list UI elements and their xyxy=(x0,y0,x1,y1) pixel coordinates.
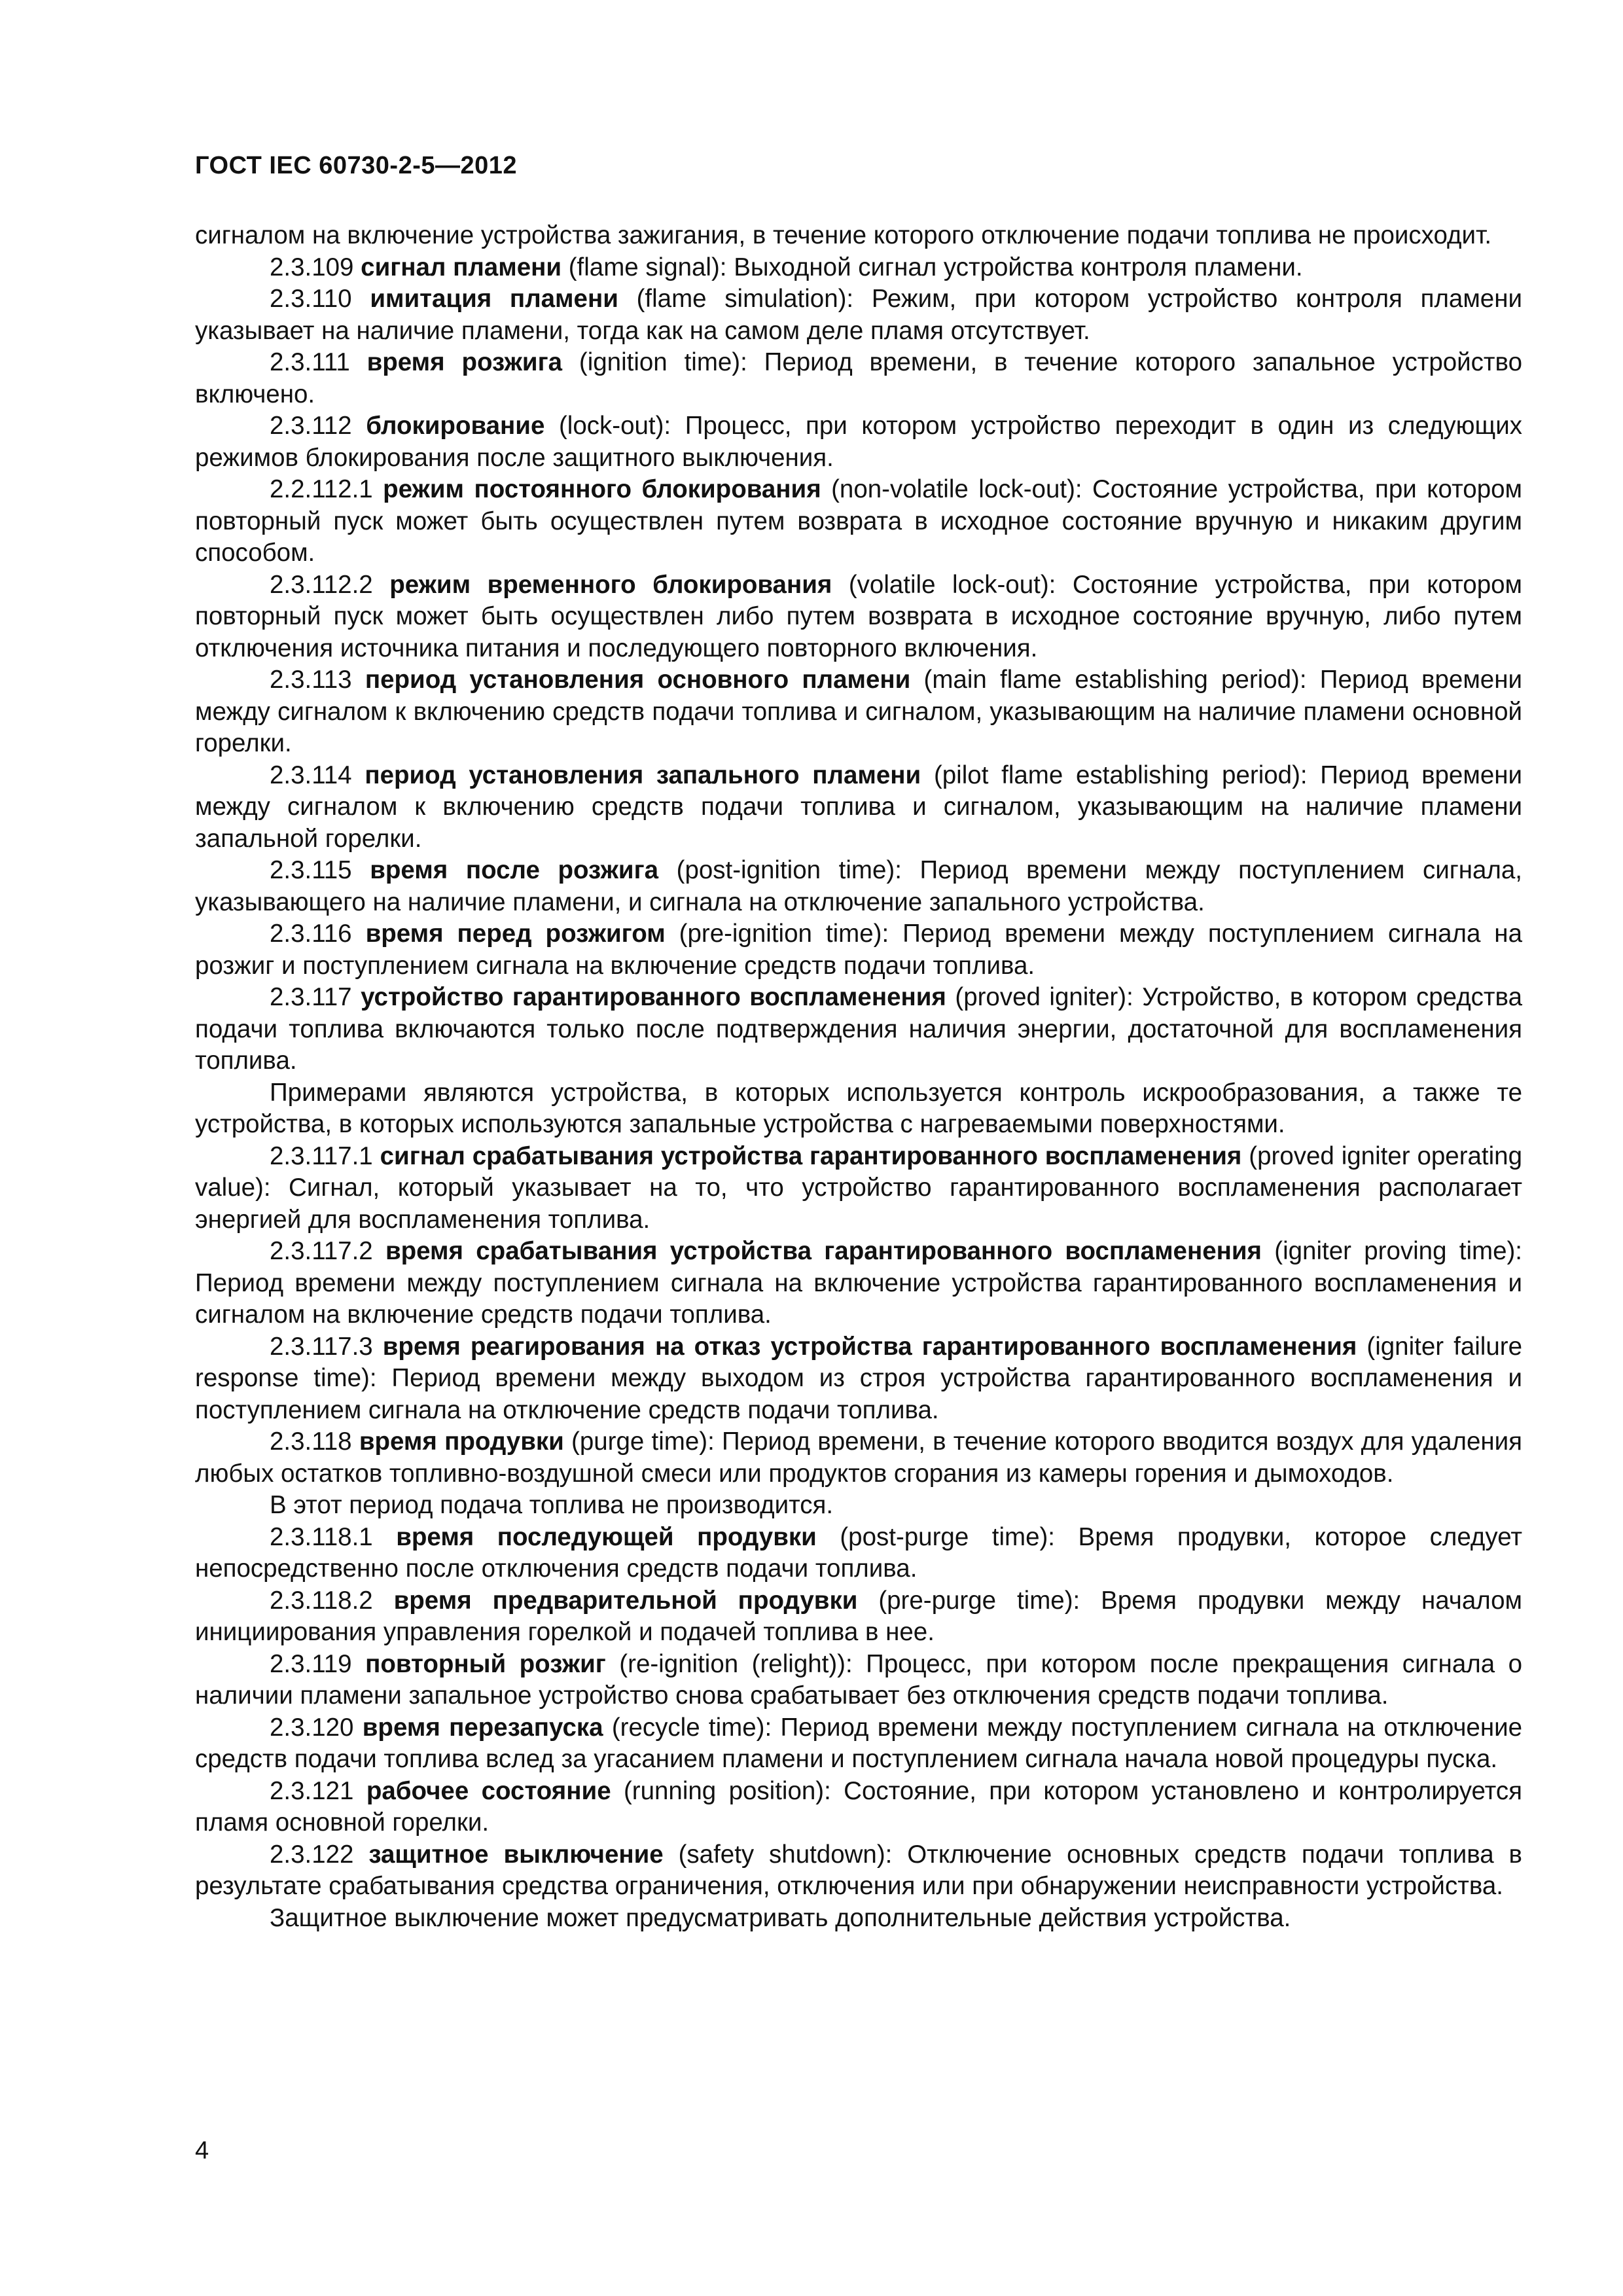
term: время перед розжигом xyxy=(365,920,666,948)
definition-2-3-113 xyxy=(195,664,1522,760)
paragraph-text: В этот период подача топлива не производится. xyxy=(270,1491,834,1519)
definition-text: (igniter failure response time): Период времени между выходом из строя устройства гарантированного воспламенения и поступлением сигнала на отключение средств подачи топлива. xyxy=(195,1332,1522,1424)
term: время реагирования на отказ устройства гарантированного воспламенения xyxy=(382,1332,1357,1361)
term: сигнал срабатывания устройства гарантированного воспламенения xyxy=(380,1141,1242,1170)
definition-text: (running position): Состояние, при котором установлено и контролируется пламя основной горелки. xyxy=(195,1776,1522,1837)
term: время розжига xyxy=(366,348,563,376)
clause-number: 2.3.121 xyxy=(270,1776,366,1805)
definition-2-3-120 xyxy=(195,1712,1522,1776)
clause-number: 2.3.117.1 xyxy=(270,1141,380,1170)
clause-number: 2.2.112.1 xyxy=(270,475,383,503)
clause-number: 2.3.118 xyxy=(270,1427,359,1456)
page-number: 4 xyxy=(195,2137,209,2164)
clause-number: 2.3.112 xyxy=(270,412,366,440)
definition-2-3-111 xyxy=(195,347,1522,410)
clause-number: 2.3.113 xyxy=(270,666,365,694)
definition-text: (proved igniter): Устройство, в котором средства подачи топлива включаются только после подтверждения наличия энергии, достаточной для воспламенения топлива. xyxy=(195,983,1522,1075)
definition-text: (volatile lock-out): Состояние устройства, при котором повторный пуск может быть осуществлен либо путем возврата в исходное состояние вручную, либо путем отключения источника питания и последующего повторного включения. xyxy=(195,570,1523,662)
term: устройство гарантированного воспламенения xyxy=(361,983,946,1011)
clause-number: 2.3.117.3 xyxy=(270,1332,383,1361)
definition-2-3-115 xyxy=(195,855,1522,918)
definition-2-3-118-2 xyxy=(195,1585,1522,1649)
term: время предварительной продувки xyxy=(393,1586,858,1615)
definition-text: (purge time): Период времени, в течение которого вводится воздух для удаления любых остатков топливно-воздушной смеси или продуктов сгорания из камеры горения и дымоходов. xyxy=(195,1427,1522,1488)
definition-2-3-117-2 xyxy=(195,1236,1522,1331)
term: время продувки xyxy=(359,1427,564,1456)
term: сигнал пламени xyxy=(361,253,562,281)
document-body xyxy=(195,220,1522,1934)
term: время срабатывания устройства гарантированного воспламенения xyxy=(385,1237,1262,1265)
paragraph-text: Примерами являются устройства, в которых используется контроль искрообразования, а также те устройства, в которых используются запальные устройства с нагреваемыми поверхностями. xyxy=(195,1078,1522,1138)
term: время перезапуска xyxy=(362,1713,603,1742)
clause-number: 2.3.117 xyxy=(270,983,361,1011)
definition-2-3-119 xyxy=(195,1649,1522,1712)
definition-text: (flame simulation): Режим, при котором устройство контроля пламени указывает на наличие пламени, тогда как на самом деле пламя отсутствует. xyxy=(195,285,1522,345)
definition-2-3-117-1 xyxy=(195,1141,1522,1236)
term: повторный розжиг xyxy=(365,1649,606,1678)
clause-number: 2.3.115 xyxy=(270,856,370,884)
definition-text: (pre-purge time): Время продувки между началом инициирования управления горелкой и подачей топлива в нее. xyxy=(195,1586,1523,1646)
definition-text: (lock-out): Процесс, при котором устройство переходит в один из следующих режимов блокирования после защитного выключения. xyxy=(195,412,1522,472)
term: рабочее состояние xyxy=(366,1776,611,1805)
clause-number: 2.3.120 xyxy=(270,1713,363,1742)
definition-text: (safety shutdown): Отключение основных средств подачи топлива в результате срабатывания средства ограничения, отключения или при обнаружении неисправности устройства. xyxy=(195,1840,1522,1900)
clause-number: 2.3.109 xyxy=(270,253,361,281)
term: период установления основного пламени xyxy=(365,666,911,694)
clause-number: 2.3.114 xyxy=(270,761,365,789)
note-2-3-117 xyxy=(195,1077,1522,1141)
term: время последующей продувки xyxy=(396,1522,817,1551)
clause-number: 2.3.122 xyxy=(270,1840,369,1869)
definition-text: (non-volatile lock-out): Состояние устройства, при котором повторный пуск может быть осуществлен путем возврата в исходное состояние вручную и никаким другим способом. xyxy=(195,475,1522,567)
definition-text: (post-purge time): Время продувки, которое следует непосредственно после отключения средств подачи топлива. xyxy=(195,1522,1522,1583)
definition-2-3-122 xyxy=(195,1839,1522,1903)
definition-2-3-112-2 xyxy=(195,569,1522,665)
paragraph-0 xyxy=(195,220,1522,252)
clause-number: 2.3.116 xyxy=(270,920,366,948)
note-2-3-118 xyxy=(195,1490,1522,1522)
term: время после розжига xyxy=(370,856,659,884)
definition-text: (main flame establishing period): Период времени между сигналом к включению средств подачи топлива и сигналом, указывающим на наличие пламени основной горелки. xyxy=(195,666,1522,757)
term: имитация пламени xyxy=(370,285,618,313)
paragraph-text: сигналом на включение устройства зажигания, в течение которого отключение подачи топлива не происходит. xyxy=(195,221,1492,249)
clause-number: 2.3.110 xyxy=(270,285,370,313)
definition-2-3-118-1 xyxy=(195,1522,1522,1585)
definition-text: (re-ignition (relight)): Процесс, при котором после прекращения сигнала о наличии пламени запальное устройство снова срабатывает без отключения средств подачи топлива. xyxy=(195,1649,1522,1710)
clause-number: 2.3.112.2 xyxy=(270,570,390,599)
definition-2-3-121 xyxy=(195,1776,1522,1839)
definition-text: (pilot flame establishing period): Период времени между сигналом к включению средств подачи топлива и сигналом, указывающим на наличие пламени запальной горелки. xyxy=(195,761,1522,853)
definition-2-3-118 xyxy=(195,1426,1522,1490)
document-header: ГОСТ IEC 60730-2-5—2012 xyxy=(195,152,518,179)
definition-text: (proved igniter operating value): Сигнал, который указывает на то, что устройство гарантированного воспламенения располагает энергией для воспламенения топлива. xyxy=(195,1141,1523,1234)
term: блокирование xyxy=(366,412,545,440)
definition-2-3-110 xyxy=(195,283,1522,347)
clause-number: 2.3.117.2 xyxy=(270,1237,385,1265)
definition-text: (post-ignition time): Период времени между поступлением сигнала, указывающего на наличие пламени, и сигнала на отключение запального устройства. xyxy=(195,856,1522,916)
term: режим постоянного блокирования xyxy=(383,475,821,503)
paragraph-text: Защитное выключение может предусматривать дополнительные действия устройства. xyxy=(270,1903,1291,1932)
definition-2-2-112-1 xyxy=(195,474,1522,569)
definition-text: (recycle time): Период времени между поступлением сигнала на отключение средств подачи топлива вслед за угасанием пламени и поступлением сигнала начала новой процедуры пуска. xyxy=(195,1713,1523,1773)
clause-number: 2.3.118.2 xyxy=(270,1586,394,1615)
clause-number: 2.3.119 xyxy=(270,1649,366,1678)
definition-text: (pre-ignition time): Период времени между поступлением сигнала на розжиг и поступлением сигнала на включение средств подачи топлива. xyxy=(195,920,1522,980)
definition-text: (ignition time): Период времени, в течение которого запальное устройство включено. xyxy=(195,348,1522,408)
definition-2-3-109 xyxy=(195,252,1522,284)
note-2-3-122 xyxy=(195,1903,1522,1935)
term: период установления запального пламени xyxy=(365,761,921,789)
clause-number: 2.3.111 xyxy=(270,348,367,376)
definition-2-3-117 xyxy=(195,982,1522,1077)
definition-2-3-114 xyxy=(195,760,1522,855)
definition-2-3-116 xyxy=(195,918,1522,982)
term: режим временного блокирования xyxy=(389,570,832,599)
definition-2-3-112 xyxy=(195,410,1522,474)
term: защитное выключение xyxy=(368,1840,664,1869)
definition-2-3-117-3 xyxy=(195,1331,1522,1427)
definition-text: (flame signal): Выходной сигнал устройства контроля пламени. xyxy=(562,253,1303,281)
clause-number: 2.3.118.1 xyxy=(270,1522,397,1551)
definition-text: (igniter proving time): Период времени между поступлением сигнала на включение устройства гарантированного воспламенения и сигналом на включение средств подачи топлива. xyxy=(195,1237,1522,1329)
